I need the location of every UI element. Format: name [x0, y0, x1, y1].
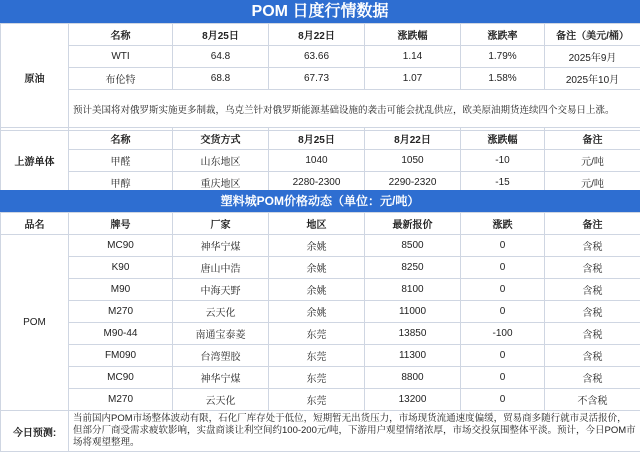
- cell: 1.14: [365, 46, 461, 68]
- cell: 神华宁煤: [173, 367, 269, 389]
- cell: 含税: [545, 367, 640, 389]
- pom-price-table: [0, 212, 640, 452]
- upstream-header: 8月22日: [365, 128, 461, 150]
- cell: 云天化: [173, 301, 269, 323]
- cell: 台湾塑胶: [173, 345, 269, 367]
- cell: 神华宁煤: [173, 235, 269, 257]
- cell: 1.79%: [461, 46, 545, 68]
- cell: 含税: [545, 257, 640, 279]
- cell: 东莞: [269, 389, 365, 411]
- cell: 0: [461, 257, 545, 279]
- upstream-section-label: 上游单体: [1, 128, 69, 194]
- pom-header: 最新报价: [365, 213, 461, 235]
- table-row: [1, 257, 640, 279]
- crude-note: 预计美国将对俄罗斯实施更多制裁，乌克兰针对俄罗斯能源基础设施的袭击可能会扰乱供应，欧美原油期货连续四个交易日上涨。: [69, 90, 640, 131]
- cell: K90: [69, 257, 173, 279]
- cell: 8250: [365, 257, 461, 279]
- table-row: [1, 389, 640, 411]
- pom-header: 备注: [545, 213, 640, 235]
- cell: 余姚: [269, 279, 365, 301]
- cell: 含税: [545, 345, 640, 367]
- cell: 不含税: [545, 389, 640, 411]
- upstream-header: 涨跌幅: [461, 128, 545, 150]
- crude-header: 名称: [69, 24, 173, 46]
- cell: 0: [461, 301, 545, 323]
- cell: 含税: [545, 301, 640, 323]
- cell: 余姚: [269, 257, 365, 279]
- crude-header: 8月22日: [269, 24, 365, 46]
- cell: 元/吨: [545, 150, 640, 172]
- cell: -100: [461, 323, 545, 345]
- crude-oil-table: [0, 23, 640, 131]
- cell: 甲醛: [69, 150, 173, 172]
- table-row: [1, 345, 640, 367]
- cell: 8500: [365, 235, 461, 257]
- crude-header: 备注（美元/桶）: [545, 24, 640, 46]
- upstream-table: [0, 127, 640, 194]
- cell: 中海天野: [173, 279, 269, 301]
- cell: 1.58%: [461, 68, 545, 90]
- table-row: [1, 323, 640, 345]
- cell: 余姚: [269, 235, 365, 257]
- pom-header: 品名: [1, 213, 69, 235]
- cell: 13200: [365, 389, 461, 411]
- forecast-label: 今日预测:: [1, 411, 69, 452]
- forecast-text: 当前国内POM市场整体波动有限，石化厂库存处于低位，短期暂无出货压力，市场现货流通速度偏缓，贸易商多随行就市灵活报价，但部分厂商受需求疲软影响，实盘商谈让利空间约100-200元/吨，下游用户观望情绪浓厚，市场交投氛围整体平淡。预计，今日POM市场将观望整理。: [69, 411, 640, 452]
- cell: 余姚: [269, 301, 365, 323]
- table-row: [1, 367, 640, 389]
- cell: 2290-2320: [365, 172, 461, 194]
- cell: M90-44: [69, 323, 173, 345]
- cell: 含税: [545, 235, 640, 257]
- crude-header: 8月25日: [173, 24, 269, 46]
- pom-header: 地区: [269, 213, 365, 235]
- cell: 1050: [365, 150, 461, 172]
- crude-header: 涨跌幅: [365, 24, 461, 46]
- cell: 0: [461, 367, 545, 389]
- cell: 含税: [545, 279, 640, 301]
- cell: 11300: [365, 345, 461, 367]
- cell: 8800: [365, 367, 461, 389]
- cell: MC90: [69, 235, 173, 257]
- cell: 唐山中浩: [173, 257, 269, 279]
- cell: 8100: [365, 279, 461, 301]
- cell: 元/吨: [545, 172, 640, 194]
- cell: M270: [69, 301, 173, 323]
- cell: -10: [461, 150, 545, 172]
- cell: 含税: [545, 323, 640, 345]
- cell: 东莞: [269, 323, 365, 345]
- upstream-header: 名称: [69, 128, 173, 150]
- table-row: [1, 68, 640, 90]
- cell: 68.8: [173, 68, 269, 90]
- cell: 13850: [365, 323, 461, 345]
- cell: 布伦特: [69, 68, 173, 90]
- table-row: [1, 150, 640, 172]
- cell: 67.73: [269, 68, 365, 90]
- cell: 2280-2300: [269, 172, 365, 194]
- cell: 东莞: [269, 367, 365, 389]
- cell: 63.66: [269, 46, 365, 68]
- table-row: [1, 235, 640, 257]
- cell: 11000: [365, 301, 461, 323]
- cell: 0: [461, 345, 545, 367]
- cell: 0: [461, 389, 545, 411]
- table-row: [1, 279, 640, 301]
- pom-header: 牌号: [69, 213, 173, 235]
- cell: 1040: [269, 150, 365, 172]
- table-row: [1, 301, 640, 323]
- pom-section-title: 塑料城POM价格动态（单位：元/吨）: [0, 190, 640, 212]
- pom-header: 涨跌: [461, 213, 545, 235]
- cell: M90: [69, 279, 173, 301]
- crude-header: 涨跌率: [461, 24, 545, 46]
- cell: 0: [461, 235, 545, 257]
- upstream-header: 备注: [545, 128, 640, 150]
- cell: -15: [461, 172, 545, 194]
- cell: M270: [69, 389, 173, 411]
- crude-section-label: 原油: [1, 24, 69, 131]
- page-title: POM 日度行情数据: [0, 0, 640, 23]
- cell: 2025年10月: [545, 68, 640, 90]
- cell: 2025年9月: [545, 46, 640, 68]
- cell: 南通宝泰菱: [173, 323, 269, 345]
- cell: 64.8: [173, 46, 269, 68]
- cell: 重庆地区: [173, 172, 269, 194]
- cell: WTI: [69, 46, 173, 68]
- cell: FM090: [69, 345, 173, 367]
- cell: 1.07: [365, 68, 461, 90]
- table-row: [1, 46, 640, 68]
- cell: 0: [461, 279, 545, 301]
- cell: 甲醇: [69, 172, 173, 194]
- upstream-header: 8月25日: [269, 128, 365, 150]
- pom-header: 厂家: [173, 213, 269, 235]
- cell: MC90: [69, 367, 173, 389]
- cell: 山东地区: [173, 150, 269, 172]
- upstream-header: 交货方式: [173, 128, 269, 150]
- pom-product-name: POM: [1, 235, 69, 411]
- cell: 云天化: [173, 389, 269, 411]
- cell: 东莞: [269, 345, 365, 367]
